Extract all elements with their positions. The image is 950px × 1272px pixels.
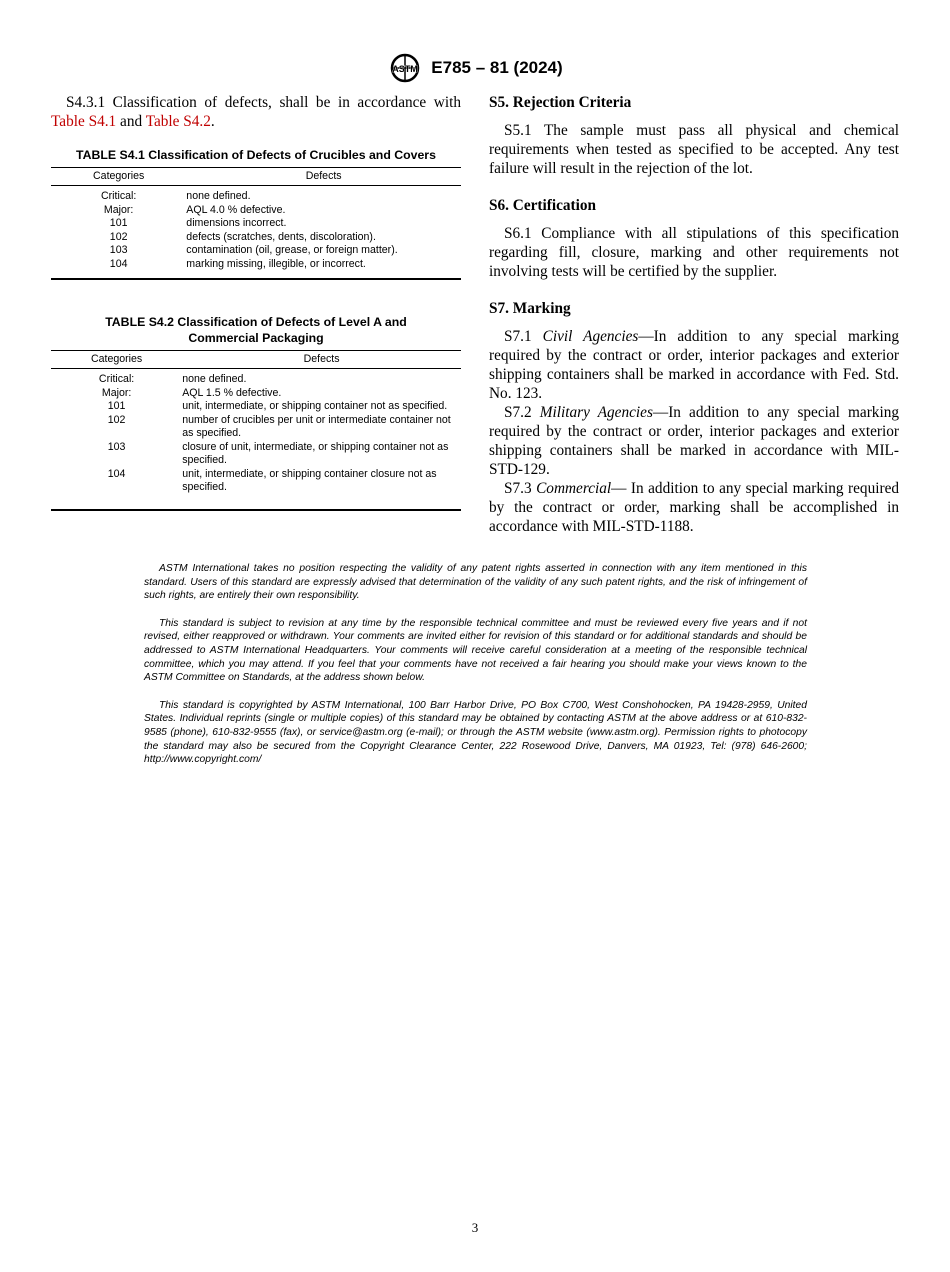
- s7-3-text: — In addition to any special marking required by the contract or order, marking shall be accomplished in accordance with MIL-STD-1188.: [489, 480, 900, 535]
- category-cell: Major:: [101, 386, 132, 399]
- defect-cell: unit, intermediate, or shipping container not as specified.: [182, 400, 448, 412]
- svg-text:ASTM: ASTM: [392, 64, 419, 74]
- section-heading-s7: S7. Marking: [489, 300, 571, 317]
- defect-cell: unit, intermediate, or shipping container closure not as specified.: [182, 467, 437, 493]
- table-row: [51, 258, 461, 272]
- section-heading-s5: S5. Rejection Criteria: [489, 94, 632, 111]
- s7-1-text: —In addition to any special marking required by the contract or order, interior packages and exterior shipping containers shall be marked in accordance with Fed. Std. No. 123.: [489, 328, 899, 402]
- category-cell: 104: [109, 257, 128, 270]
- category-cell: 102: [109, 230, 128, 243]
- table-s4-2-title-line2: Commercial Packaging: [188, 331, 324, 345]
- category-cell: 101: [109, 217, 128, 229]
- defect-cell: number of crucibles per unit or intermediate container not as specified.: [182, 413, 451, 439]
- defect-cell: marking missing, illegible, or incorrect.: [186, 257, 366, 270]
- right-column: [489, 93, 899, 536]
- category-cell: 102: [107, 413, 126, 426]
- table-row: [51, 441, 461, 468]
- paragraph-s5-1: S5.1 The sample must pass all physical and chemical requirements when tested as specified to be accepted. Any test failure will result in the rejection of the lot.: [489, 122, 899, 177]
- category-cell: 101: [107, 400, 126, 412]
- category-cell: 103: [107, 440, 126, 453]
- defect-cell: contamination (oil, grease, or foreign matter).: [186, 244, 398, 256]
- table-header-categories: Categories: [51, 168, 186, 186]
- page-header: [0, 52, 950, 84]
- table-s4-1: [51, 167, 461, 271]
- table-row: [51, 186, 461, 204]
- paragraph-s7-3: [489, 479, 899, 536]
- link-table-s4-1[interactable]: Table S4.1: [51, 113, 117, 130]
- copyright-notice: This standard is copyrighted by ASTM International, 100 Barr Harbor Drive, PO Box C700, West Conshohocken, PA 19428-2959, United States. Individual reprints (single or multiple copies) of this standard may be obtained by contacting ASTM at the above address or at 610-832-9585 (phone), 610-832-9555 (fax), or service@astm.org (e-mail); or through the ASTM website (www.astm.org). Permission rights to photocopy the standard may also be secured from the Copyright Clearance Center, 222 Rosewood Drive, Danvers, MA 01923, Tel: (978) 646-2600; http://www.copyright.com/: [144, 699, 807, 766]
- s4-3-1-text: S4.3.1 Classification of defects, shall be in accordance with: [66, 94, 461, 111]
- defect-cell: dimensions incorrect.: [186, 217, 287, 229]
- table-row: [51, 217, 461, 231]
- s4-3-1-period: .: [210, 113, 215, 130]
- s7-1-number: S7.1: [504, 328, 543, 345]
- table-row: [51, 244, 461, 258]
- category-cell: Critical:: [98, 373, 135, 385]
- table-divider: [51, 509, 461, 511]
- paragraph-s4-3-1: [51, 93, 461, 131]
- patent-notice: ASTM International takes no position respecting the validity of any patent rights asserted in connection with any item mentioned in this standard. Users of this standard are expressly advised that determination of the validity of any such patent rights, and the risk of infringement of such rights, are entirely their own responsibility.: [144, 563, 807, 602]
- table-row: [51, 414, 461, 441]
- revision-notice: This standard is subject to revision at any time by the responsible technical committee and must be reviewed every five years and if not revised, either reapproved or withdrawn. Your comments are invited either for revision of this standard or for additional standards and should be addressed to ASTM International Headquarters. Your comments will receive careful consideration at a meeting of the responsible technical committee, which you may attend. If you feel that your comments have not received a fair hearing you should make your views known to the ASTM Committee on Standards, at the address shown below.: [144, 617, 807, 684]
- table-s4-2: [51, 350, 461, 495]
- standard-designation: E785 – 81 (2024): [431, 58, 563, 77]
- astm-logo-icon: [387, 52, 423, 84]
- table-row: [51, 387, 461, 401]
- legal-notes: [144, 562, 807, 781]
- s7-2-number: S7.2: [504, 404, 540, 421]
- s7-1-term: Civil Agencies: [542, 328, 639, 345]
- defect-cell: AQL 1.5 % defective.: [182, 386, 282, 399]
- left-column: [51, 93, 461, 511]
- s7-2-text: —In addition to any special marking required by the contract or order, interior packages and exterior shipping containers shall be marked in accordance with MIL-STD-129.: [489, 404, 899, 478]
- table-row: [51, 231, 461, 245]
- table-s4-1-title: TABLE S4.1 Classification of Defects of Crucibles and Covers: [76, 148, 436, 162]
- table-s4-2-title: [51, 314, 461, 346]
- s7-3-term: Commercial: [536, 480, 612, 497]
- category-cell: 103: [109, 244, 128, 256]
- paragraph-s7-2: [489, 403, 899, 479]
- category-cell: Major:: [103, 203, 134, 216]
- defect-cell: closure of unit, intermediate, or shipping container not as specified.: [182, 440, 449, 466]
- table-header-defects: Defects: [182, 351, 461, 369]
- defect-cell: AQL 4.0 % defective.: [186, 203, 286, 216]
- table-row: [51, 400, 461, 414]
- table-header-categories: Categories: [51, 351, 182, 369]
- table-header-defects: Defects: [186, 168, 461, 186]
- table-row: [51, 369, 461, 387]
- section-heading-s6: S6. Certification: [489, 197, 597, 214]
- link-table-s4-2[interactable]: Table S4.2: [145, 113, 211, 130]
- category-cell: Critical:: [100, 190, 137, 202]
- s4-3-1-and: and: [116, 113, 146, 130]
- page-number: 3: [471, 1220, 479, 1235]
- defect-cell: none defined.: [182, 373, 247, 385]
- defect-cell: defects (scratches, dents, discoloration).: [186, 230, 376, 243]
- s7-3-number: S7.3: [504, 480, 537, 497]
- category-cell: 104: [107, 467, 126, 480]
- s7-2-term: Military Agencies: [539, 404, 653, 421]
- table-row: [51, 204, 461, 218]
- paragraph-s6-1: S6.1 Compliance with all stipulations of this specification regarding fill, closure, marking and other requirements not involving tests will be certified by the supplier.: [489, 225, 899, 280]
- table-s4-2-title-line1: TABLE S4.2 Classification of Defects of Level A and: [105, 315, 407, 329]
- defect-cell: none defined.: [186, 190, 251, 202]
- paragraph-s7-1: [489, 327, 899, 403]
- table-row: [51, 468, 461, 495]
